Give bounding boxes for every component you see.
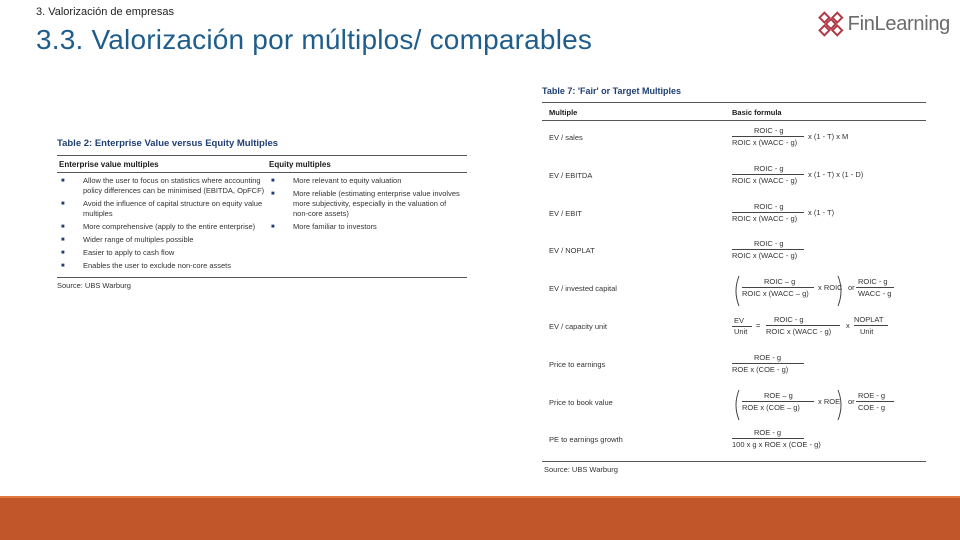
finlearning-logo: [818, 10, 950, 38]
formula-times: x: [846, 320, 850, 330]
formula-numerator: ROIC - g: [754, 126, 784, 135]
table-target-multiples: [542, 86, 926, 474]
multiple-name: EV / sales: [549, 133, 583, 142]
multiple-name: EV / EBITDA: [549, 170, 593, 180]
logo-text: FinLearning: [847, 12, 950, 35]
formula-denominator: ROIC x (WACC - g): [732, 138, 798, 147]
multiple-name: PE to earnings growth: [549, 435, 623, 445]
table2-header: [57, 156, 467, 173]
formula-numerator: ROIC - g: [754, 239, 784, 249]
list-item: [57, 248, 267, 258]
table-row: [542, 121, 926, 159]
formula-unit: Unit: [734, 326, 748, 336]
list-item: [267, 176, 463, 186]
logo-mark-icon: [818, 11, 844, 37]
bullet-icon: ■: [271, 224, 275, 230]
formula: [732, 274, 922, 308]
parenthesis-icon: [732, 388, 852, 422]
table7-source: Source: UBS Warburg: [544, 465, 618, 475]
bullet-icon: ■: [271, 191, 275, 197]
formula-numerator: NOPLAT: [854, 314, 884, 324]
formula-suffix: x (1 - T) x M: [808, 132, 849, 141]
list-item: [57, 222, 267, 232]
formula-or: or: [848, 283, 855, 293]
table2-source: Source: UBS Warburg: [57, 281, 131, 290]
list-item-text: Easier to apply to cash flow: [83, 248, 175, 257]
formula-numerator: ROIC - g: [774, 314, 804, 324]
multiple-name: EV / capacity unit: [549, 321, 607, 331]
table-ev-vs-equity: [57, 138, 467, 290]
list-item-text: Wider range of multiples possible: [83, 235, 194, 244]
breadcrumb: 3. Valorización de empresas: [36, 6, 174, 18]
table7-col2-header: Basic formula: [732, 108, 782, 117]
formula-denominator: ROIC x (WACC - g): [732, 213, 798, 223]
formula: [732, 350, 922, 384]
formula-numerator: ROIC - g: [858, 277, 888, 287]
formula-numerator: ROE - g: [754, 352, 782, 362]
bullet-icon: ■: [61, 201, 65, 207]
formula-numerator: ROIC - g: [754, 201, 784, 211]
formula: [732, 388, 922, 422]
list-item-text: Enables the user to exclude non-core assets: [83, 261, 232, 270]
formula-denominator: ROE x (COE - g): [732, 364, 789, 374]
formula-denominator: ROIC x (WACC - g): [732, 251, 798, 261]
formula-denominator: WACC - g: [858, 289, 892, 299]
footer-bar: [0, 498, 960, 540]
list-item: [57, 199, 267, 219]
formula-ev: EV: [734, 315, 745, 325]
list-item: [57, 235, 267, 245]
multiple-name: EV / invested capital: [549, 284, 617, 294]
formula-suffix: x (1 - T): [808, 207, 835, 217]
formula-denominator: COE - g: [858, 402, 886, 412]
formula-denominator: 100 x g x ROE x (COE - g): [732, 440, 821, 450]
list-item-text: Avoid the influence of capital structure on equity value multiples: [83, 199, 263, 218]
table-row: [542, 159, 926, 197]
table-row: [542, 234, 926, 272]
table-row: [542, 272, 926, 310]
formula-denominator: ROIC x (WACC – g): [742, 289, 809, 299]
formula-numerator: ROE - g: [858, 390, 886, 400]
table7-header: [542, 103, 926, 121]
table2-col1: [57, 176, 267, 274]
bullet-icon: ■: [271, 178, 275, 184]
list-item: [267, 189, 463, 219]
formula: [732, 312, 922, 346]
table2-col2-header: Equity multiples: [269, 160, 331, 169]
multiple-name: EV / NOPLAT: [549, 246, 595, 256]
bullet-icon: ■: [61, 178, 65, 184]
page-title: 3.3. Valorización por múltiplos/ comparables: [36, 24, 593, 55]
formula: [732, 236, 922, 270]
table-row: [542, 348, 926, 386]
multiple-name: Price to earnings: [549, 359, 606, 369]
table2-title: Table 2: Enterprise Value versus Equity Multiples: [57, 138, 279, 149]
formula: [732, 161, 922, 195]
multiple-name: EV / EBIT: [549, 208, 582, 218]
formula-numerator: ROIC – g: [764, 277, 796, 287]
bullet-icon: ■: [61, 237, 65, 243]
bullet-icon: ■: [61, 250, 65, 256]
bullet-icon: ■: [61, 263, 65, 269]
multiple-name: Price to book value: [549, 397, 613, 407]
formula-suffix: x (1 - T) x (1 - D): [808, 169, 864, 179]
formula-or: or: [848, 396, 855, 406]
formula-denominator: ROIC x (WACC - g): [766, 326, 832, 336]
table2-col2: [267, 176, 463, 274]
table-row: [542, 423, 926, 461]
list-item-text: More reliable (estimating enterprise value involves more subjectivity, especially in the valuation of non-core assets): [293, 189, 460, 218]
bullet-icon: ■: [61, 224, 65, 230]
formula: [732, 425, 922, 459]
formula-unit: Unit: [860, 326, 874, 336]
formula-numerator: ROE - g: [754, 428, 782, 438]
list-item-text: More relevant to equity valuation: [293, 176, 402, 185]
formula-denominator: ROE x (COE – g): [742, 402, 800, 412]
formula-suffix: x ROE: [818, 396, 841, 406]
list-item-text: More familiar to investors: [293, 222, 377, 231]
list-item-text: More comprehensive (apply to the entire enterprise): [83, 222, 256, 231]
parenthesis-icon: [732, 274, 852, 308]
table-row: [542, 310, 926, 348]
table-row: [542, 197, 926, 235]
list-item: [57, 176, 267, 196]
list-item: [267, 222, 463, 232]
formula-suffix: x ROIC: [818, 283, 843, 293]
table-row: [542, 386, 926, 424]
formula-denominator: ROIC x (WACC - g): [732, 175, 798, 185]
formula: [732, 199, 922, 233]
list-item: [57, 261, 267, 271]
table7-title: Table 7: 'Fair' or Target Multiples: [542, 86, 681, 96]
formula-numerator: ROIC - g: [754, 163, 784, 173]
list-item-text: Allow the user to focus on statistics where accounting policy differences can be minimised (EBITDA, OpFCF): [83, 176, 265, 195]
formula-equals: =: [756, 320, 761, 330]
formula: [732, 123, 922, 157]
table7-col1-header: Multiple: [549, 108, 578, 117]
table2-col1-header: Enterprise value multiples: [59, 160, 159, 169]
formula-numerator: ROE – g: [764, 390, 793, 400]
